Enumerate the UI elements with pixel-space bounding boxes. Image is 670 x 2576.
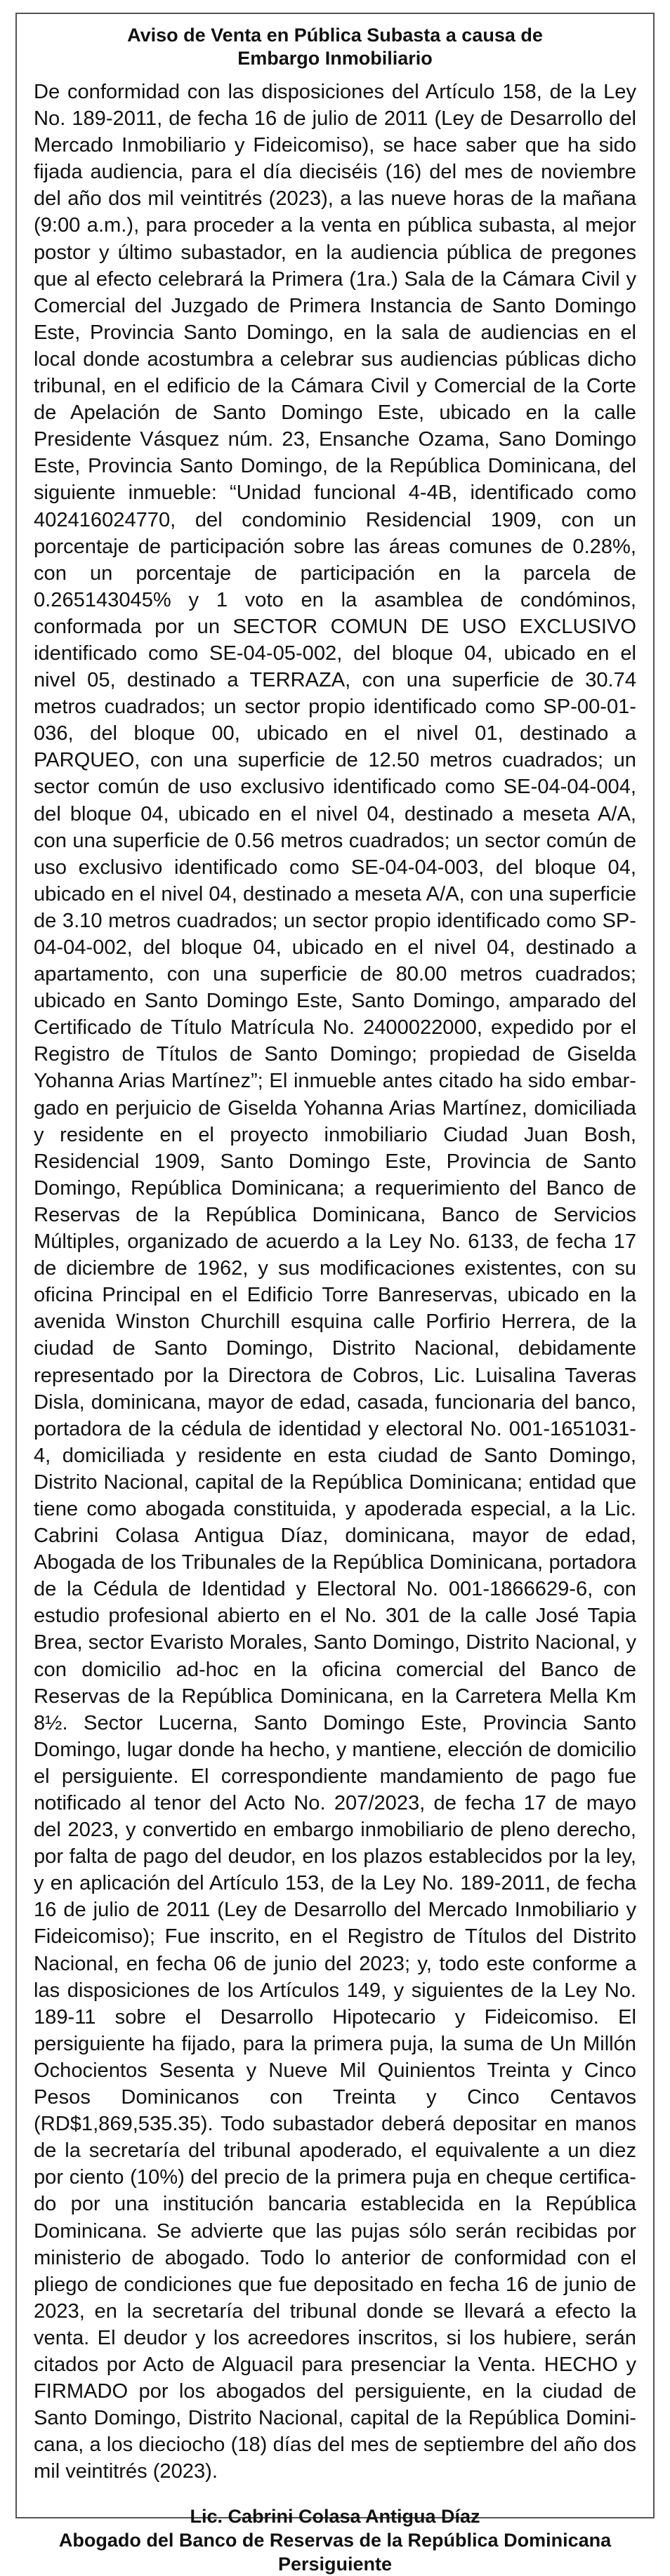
notice-title-line1: Aviso de Venta en Pública Subasta a causa de	[127, 25, 543, 46]
notice-body: De conformidad con las disposiciones del Artículo 158, de la Ley No. 189-2011, de fecha 16 de julio de 2011 (Ley de Desarrollo del Mercado Inmobiliario y Fideicomiso), se hace saber que ha sido fijada audiencia, para el día dieciséis (16) del mes de noviembre del año dos mil veintitrés (2023), a las nueve horas de la mañana (9:00 a.m.), para proceder a la venta en pública subasta, al mejor postor y último subastador, en la audiencia pública de pregones que al efecto celebrará la Primera (1ra.) Sala de la Cámara Civil y Comercial del Juzgado de Primera Instancia de Santo Domingo Este, Provincia Santo Domingo, en la sala de audiencias en el local donde acostumbra a celebrar sus audiencias públicas dicho tribunal, en el edificio de la Cámara Civil y Comercial de la Corte de Apelación de Santo Domingo Este, ubicado en la calle Presidente Vásquez núm. 23, Ensanche Ozama, Sano Domingo Este, Provincia Santo Domingo, de la República Dominicana, del siguiente inmueble: “Unidad funcional 4-4B, identificado como 402416024770, del condominio Residencial 1909, con un porcentaje de participación sobre las áreas comunes de 0.28%, con un porcentaje de participación en la parcela de 0.265143045% y 1 voto en la asamblea de condóminos, conformada por un SECTOR COMUN DE USO EXCLUSIVO identificado como SE-04-05-002, del bloque 04, ubicado en el nivel 05, destinado a TERRAZA, con una superficie de 30.74 metros cuadrados; un sector propio identificado como SP-00-01-036, del bloque 00, ubicado en el nivel 01, destinado a PARQUEO, con una superficie de 12.50 metros cuadrados; un sector común de uso exclusivo identificado como SE-04-04-004, del bloque 04, ubicado en el nivel 04, destinado a meseta A/A, con una superficie de 0.56 metros cuadrados; un sector común de uso exclusivo identificado como SE-04-04-003, del bloque 04, ubicado en el nivel 04, destinado a meseta A/A, con una superficie de 3.10 metros cuadrados; un sector propio identificado como SP-04-04-002, del bloque 04, ubicado en el nivel 04, destinado a apartamento, con una superficie de 80.00 metros cuadrados; ubicado en Santo Domingo Este, Santo Domingo, amparado del Certificado de Título Matrícula No. 2400022000, expedido por el Registro de Títulos de Santo Domingo; propiedad de Giselda Yohanna Arias Martínez”; El inmueble antes citado ha sido embargado en perjuicio de Giselda Yohanna Arias Martínez, domiciliada y residente en el proyecto inmobiliario Ciudad Juan Bosh, Residencial 1909, Santo Domingo Este, Provincia de Santo Domingo, República Dominicana; a requerimiento del Banco de Reservas de la República Dominicana, Banco de Servicios Múltiples, organizado de acuerdo a la Ley No. 6133, de fecha 17 de diciembre de 1962, y sus modificaciones existentes, con su oficina Principal en el Edificio Torre Banreservas, ubicado en la avenida Winston Churchill esquina calle Porfirio Herrera, de la ciudad de Santo Domingo, Distrito Nacional, debidamente representado por la Directora de Cobros, Lic. Luisalina Taveras Disla, dominicana, mayor de edad, casada, funcionaria del banco, portadora de la cédula de identidad y electoral No. 001-1651031-4, domiciliada y residente en esta ciudad de Santo Domingo, Distrito Nacional, capital de la República Dominicana; entidad que tiene como abogada constituida, y apoderada especial, a la Lic. Cabrini Colasa Antigua Díaz, dominicana, mayor de edad, Abogada de los Tribunales de la República Dominicana, portadora de la Cédula de Identidad y Electoral No. 001-1866629-6, con estudio profesional abierto en el No. 301 de la calle José Tapia Brea, sector Evaristo Morales, Santo Domingo, Distrito Nacional, y con domicilio ad-hoc en la oficina comercial del Banco de Reservas de la República Dominicana, en la Carretera Mella Km 8½. Sector Lucerna, Santo Domingo Este, Provincia Santo Domingo, lugar donde ha hecho, y mantiene, elección de domicilio el persiguiente. El correspondiente mandamiento de pago fue notificado al tenor del Acto No. 207/2023, de fecha 17 de mayo del 2023, y convertido en embargo inmobiliario de pleno derecho, por falta de pago del deudor, en los plazos establecidos por la ley, y en aplicación del Artículo 153, de la Ley No. 189-2011, de fecha 16 de julio de 2011 (Ley de Desarrollo del Mercado Inmobiliario y Fideicomiso); Fue inscrito, en el Registro de Títulos del Distrito Nacional, en fecha 06 de junio del 2023; y, todo este conforme a las disposiciones de los Artículos 149, y siguientes de la Ley No. 189-11 sobre el Desarrollo Hipotecario y Fideicomiso. El persiguiente ha fijado, para la primera puja, la suma de Un Millón Ochocientos Sesenta y Nueve Mil Quinientos Treinta y Cinco Pesos Dominicanos con Treinta y Cinco Centavos (RD$1,869,535.35). Todo subastador deberá depositar en manos de la secretaría del tribunal apoderado, el equivalente a un diez por ciento (10%) del precio de la primera puja en cheque certificado por una institución bancaria establecida en la República Dominicana. Se advierte que las pujas sólo serán recibidas por ministerio de abogado. Todo lo anterior de conformidad con el pliego de condiciones que fue depositado en fecha 16 de junio de 2023, en la secretaría del tribunal donde se llevará a efecto la venta. El deudor y los acreedores inscritos, si los hubiere, serán citados por Acto de Alguacil para presenciar la Venta. HECHO y FIRMADO por los abogados del persiguiente, en la ciudad de Santo Domingo, Distrito Nacional, capital de la República Dominicana, a los dieciocho (18) días del mes de septiembre del año dos mil veintitrés (2023).	[34, 81, 636, 2483]
notice-title	[34, 24, 636, 70]
legal-notice	[15, 13, 655, 2575]
signature-name: Lic. Cabrini Colasa Antigua Díaz	[190, 2506, 480, 2528]
signature-block	[34, 2504, 636, 2576]
signature-party: Persiguiente	[277, 2554, 393, 2575]
signature-role: Abogado del Banco de Reservas de la República Dominicana	[58, 2530, 612, 2551]
notice-title-line2: Embargo Inmobiliario	[237, 48, 433, 69]
